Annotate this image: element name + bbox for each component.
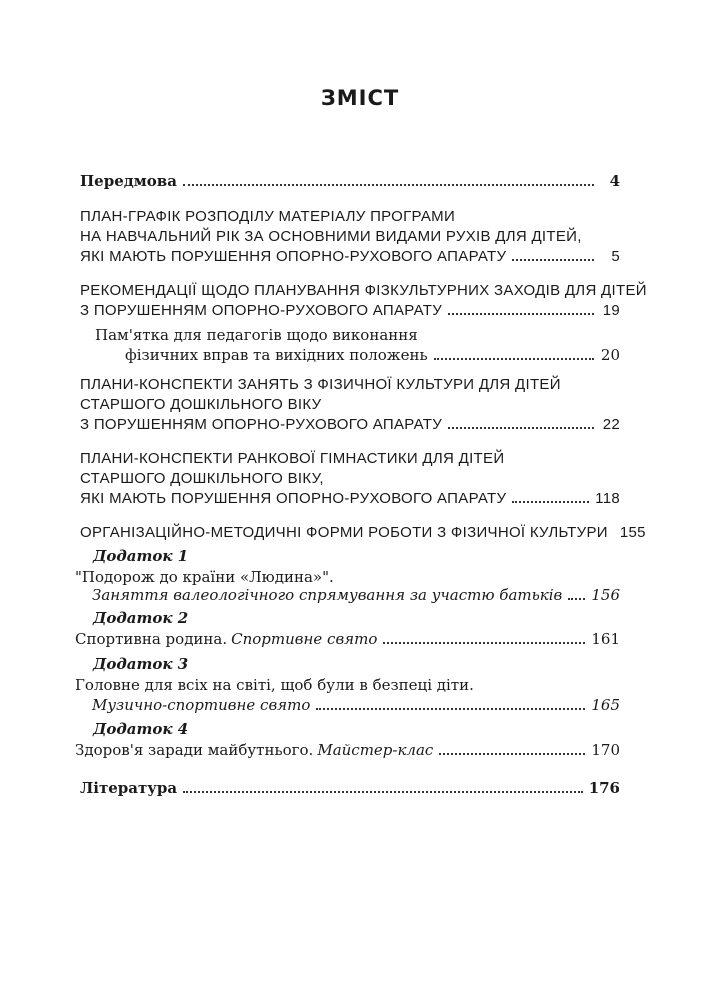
section-3-line-1: РЕКОМЕНДАЦІЇ ЩОДО ПЛАНУВАННЯ ФІЗКУЛЬТУРНИХ ЗАХОДІВ ДЛЯ ДІТЕЙ <box>80 282 647 299</box>
page-number: 19 <box>602 302 620 319</box>
appendix-1-label: Додаток 1 <box>93 547 189 565</box>
appendix-3-line-1: Головне для всіх на світі, щоб були в безпеці діти. <box>75 676 474 694</box>
page-number: 5 <box>611 248 620 265</box>
toc-entry-section-2[interactable] <box>80 246 620 268</box>
entry-label: Передмова <box>80 172 177 190</box>
entry-label: Література <box>80 779 178 797</box>
section-5-line-2: СТАРШОГО ДОШКІЛЬНОГО ВІКУ, <box>80 470 324 487</box>
leader-dots <box>439 752 585 755</box>
toc-entry-appendix-1[interactable] <box>92 584 620 606</box>
entry-label: З ПОРУШЕННЯМ ОПОРНО-РУХОВОГО АПАРАТУ <box>80 416 443 433</box>
appendix-1-line-1: "Подорож до країни «Людина»". <box>75 568 334 586</box>
entry-label: Спортивна родина. <box>75 630 228 648</box>
toc-entry-section-4[interactable] <box>80 414 620 436</box>
leader-dots <box>434 357 594 360</box>
page-number: 22 <box>602 416 620 433</box>
page-number: 165 <box>591 696 620 714</box>
appendix-2-label: Додаток 2 <box>93 609 189 627</box>
page-number: 156 <box>591 586 620 604</box>
page-number: 4 <box>609 172 620 190</box>
entry-label-italic: Спортивне свято <box>231 630 378 648</box>
section-5-line-1: ПЛАНИ-КОНСПЕКТИ РАНКОВОЇ ГІМНАСТИКИ ДЛЯ ДІТЕЙ <box>80 450 505 467</box>
leader-dots <box>512 500 589 503</box>
entry-label: Заняття валеологічного спрямування за участю батьків <box>92 586 563 604</box>
toc-entry-appendix-2[interactable] <box>75 628 620 650</box>
entry-label: ЯКІ МАЮТЬ ПОРУШЕННЯ ОПОРНО-РУХОВОГО АПАРАТУ <box>80 248 507 265</box>
page-number: 170 <box>591 741 620 759</box>
page-number: 155 <box>619 524 646 541</box>
page-number: 161 <box>591 630 620 648</box>
entry-label: З ПОРУШЕННЯМ ОПОРНО-РУХОВОГО АПАРАТУ <box>80 302 443 319</box>
entry-label: ЯКІ МАЮТЬ ПОРУШЕННЯ ОПОРНО-РУХОВОГО АПАРАТУ <box>80 490 507 507</box>
toc-entry-preface[interactable] <box>80 170 620 192</box>
toc-entry-literature[interactable] <box>80 777 620 799</box>
leader-dots <box>183 183 594 186</box>
section-2-line-1: ПЛАН-ГРАФІК РОЗПОДІЛУ МАТЕРІАЛУ ПРОГРАМИ <box>80 208 456 225</box>
subsection-3a-line-1: Пам'ятка для педагогів щодо виконання <box>95 326 418 344</box>
appendix-4-label: Додаток 4 <box>93 720 189 738</box>
section-4-line-2: СТАРШОГО ДОШКІЛЬНОГО ВІКУ <box>80 396 322 413</box>
leader-dots <box>316 707 585 710</box>
appendix-3-label: Додаток 3 <box>93 655 189 673</box>
toc-entry-subsection-3a[interactable] <box>125 344 620 366</box>
toc-entry-appendix-4[interactable] <box>75 739 620 761</box>
leader-dots <box>512 258 594 261</box>
entry-label: ОРГАНІЗАЦІЙНО-МЕТОДИЧНІ ФОРМИ РОБОТИ З ФІЗИЧНОЇ КУЛЬТУРИ <box>80 524 608 541</box>
page-number: 118 <box>595 490 620 507</box>
page-number: 176 <box>588 779 620 797</box>
leader-dots <box>448 312 594 315</box>
leader-dots <box>183 790 583 793</box>
leader-dots <box>448 426 594 429</box>
toc-entry-section-5[interactable] <box>80 488 620 510</box>
leader-dots <box>568 597 585 600</box>
entry-label: Здоров'я заради майбутнього. <box>75 741 314 759</box>
entry-label: фізичних вправ та вихідних положень <box>125 346 428 364</box>
section-4-line-1: ПЛАНИ-КОНСПЕКТИ ЗАНЯТЬ З ФІЗИЧНОЇ КУЛЬТУРИ ДЛЯ ДІТЕЙ <box>80 376 561 393</box>
page-number: 20 <box>600 346 620 364</box>
leader-dots <box>383 641 585 644</box>
section-2-line-2: НА НАВЧАЛЬНИЙ РІК ЗА ОСНОВНИМИ ВИДАМИ РУХІВ ДЛЯ ДІТЕЙ, <box>80 228 582 245</box>
toc-entry-section-6[interactable] <box>80 522 646 544</box>
page-title: ЗМІСТ <box>320 86 400 110</box>
toc-entry-section-3[interactable] <box>80 300 620 322</box>
entry-label: Музично-спортивне свято <box>92 696 311 714</box>
toc-entry-appendix-3[interactable] <box>92 694 620 716</box>
entry-label-italic: Майстер-клас <box>317 741 434 759</box>
